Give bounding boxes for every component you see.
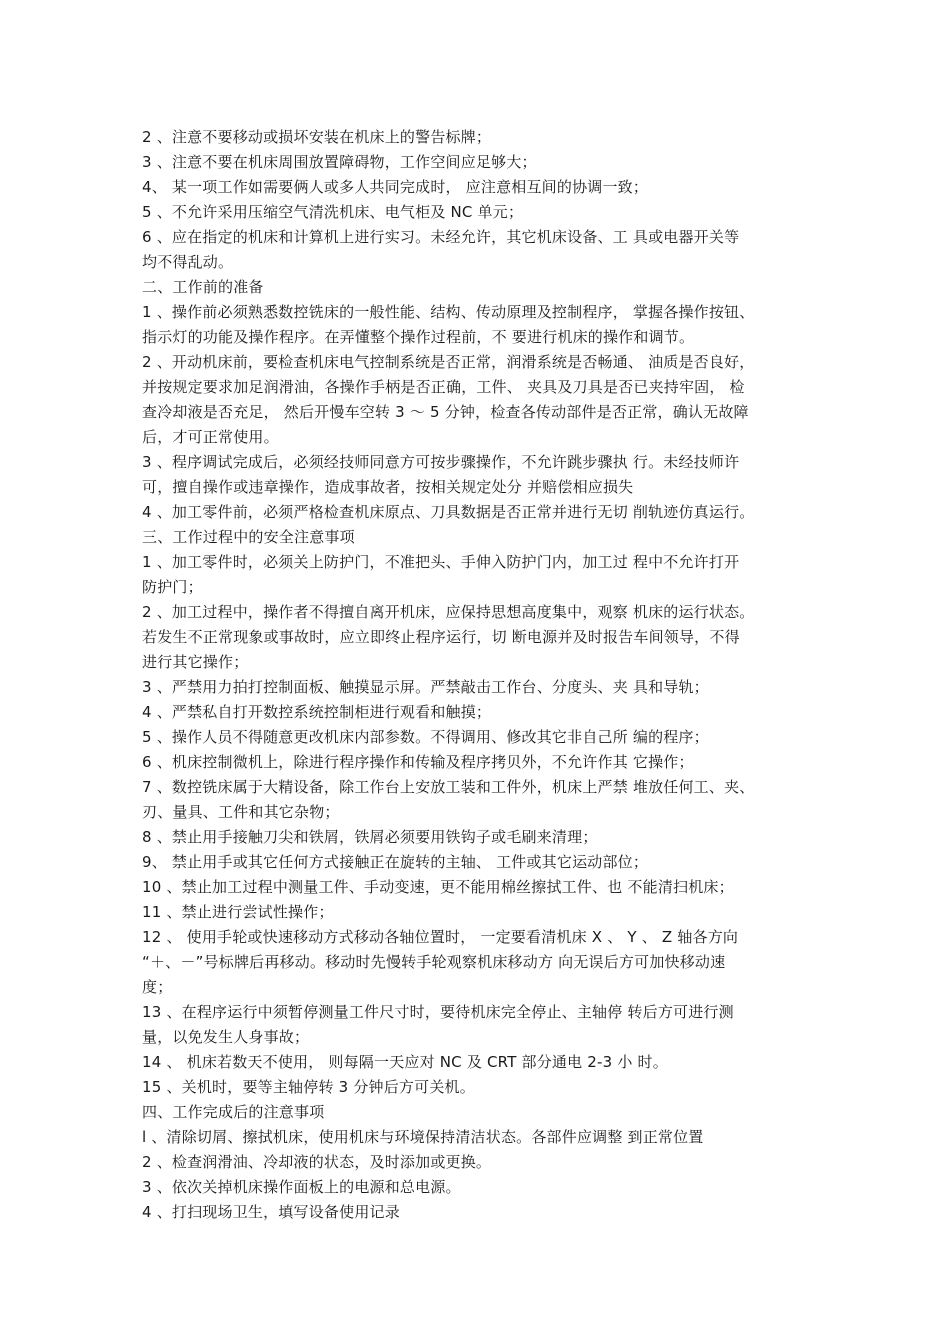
text-line: 11 、禁止进行尝试性操作； bbox=[142, 903, 334, 921]
text-line: “＋、－”号标牌后再移动。移动时先慢转手轮观察机床移动方 向无误后方可加快移动速 bbox=[142, 953, 726, 971]
text-line: 度； bbox=[142, 978, 173, 996]
text-line: 1 、加工零件时，必须关上防护门，不准把头、手伸入防护门内，加工过 程中不允许打开 bbox=[142, 553, 740, 571]
text-line: 防护门； bbox=[142, 578, 203, 596]
text-line: 6 、机床控制微机上，除进行程序操作和传输及程序拷贝外，不允许作其 它操作； bbox=[142, 753, 694, 771]
text-line: 3 、严禁用力拍打控制面板、触摸显示屏。严禁敲击工作台、分度头、夹 具和导轨； bbox=[142, 678, 709, 696]
text-line: 进行其它操作； bbox=[142, 653, 249, 671]
text-line: 9、 禁止用手或其它任何方式接触正在旋转的主轴、 工件或其它运动部位； bbox=[142, 853, 649, 871]
text-line: 2 、检查润滑油、冷却液的状态，及时添加或更换。 bbox=[142, 1153, 492, 1171]
text-line: 均不得乱动。 bbox=[142, 253, 234, 271]
text-line: 15 、关机时，要等主轴停转 3 分钟后方可关机。 bbox=[142, 1078, 475, 1096]
text-line: 13 、在程序运行中须暂停测量工件尺寸时，要待机床完全停止、主轴停 转后方可进行测 bbox=[142, 1003, 734, 1021]
text-line: 1 、操作前必须熟悉数控铣床的一般性能、结构、传动原理及控制程序， 掌握各操作按钮、 bbox=[142, 303, 755, 321]
text-line: 8 、禁止用手接触刀尖和铁屑，铁屑必须要用铁钩子或毛刷来清理； bbox=[142, 828, 598, 846]
text-line: 7 、数控铣床属于大精设备，除工作台上安放工装和工件外，机床上严禁 堆放任何工、夹、 bbox=[142, 778, 755, 796]
text-line: 5 、不允许采用压缩空气清洗机床、电气柜及 NC 单元； bbox=[142, 203, 524, 221]
text-line: 10 、禁止加工过程中测量工件、手动变速，更不能用棉丝擦拭工件、也 不能清扫机床； bbox=[142, 878, 734, 896]
section-heading: 四、工作完成后的注意事项 bbox=[142, 1103, 325, 1121]
text-line: 2 、注意不要移动或损坏安装在机床上的警告标牌； bbox=[142, 128, 492, 146]
text-line: 6 、应在指定的机床和计算机上进行实习。未经允许，其它机床设备、工 具或电器开关等 bbox=[142, 228, 740, 246]
text-line: 12 、 使用手轮或快速移动方式移动各轴位置时， 一定要看清机床 X 、 Y 、 Z 轴各方向 bbox=[142, 928, 739, 946]
document-body bbox=[142, 125, 832, 1225]
text-line: 4 、打扫现场卫生，填写设备使用记录 bbox=[142, 1203, 400, 1221]
text-line: 2 、加工过程中，操作者不得擅自离开机床，应保持思想高度集中，观察 机床的运行状态。 bbox=[142, 603, 755, 621]
text-line: 后，才可正常使用。 bbox=[142, 428, 279, 446]
text-line: 2 、开动机床前，要检查机床电气控制系统是否正常，润滑系统是否畅通、 油质是否良好， bbox=[142, 353, 755, 371]
section-heading: 二、工作前的准备 bbox=[142, 278, 264, 296]
section-heading: 三、工作过程中的安全注意事项 bbox=[142, 528, 355, 546]
text-line: 刃、量具、工件和其它杂物； bbox=[142, 803, 340, 821]
text-line: 查冷却液是否充足， 然后开慢车空转 3 ～ 5 分钟，检查各传动部件是否正常，确认无故障 bbox=[142, 403, 749, 421]
text-line: 量，以免发生人身事故； bbox=[142, 1028, 310, 1046]
text-line: 若发生不正常现象或事故时，应立即终止程序运行，切 断电源并及时报告车间领导，不得 bbox=[142, 628, 740, 646]
text-line: 4 、加工零件前，必须严格检查机床原点、刀具数据是否正常并进行无切 削轨迹仿真运行。 bbox=[142, 503, 755, 521]
text-line: 4、 某一项工作如需要俩人或多人共同完成时， 应注意相互间的协调一致； bbox=[142, 178, 649, 196]
text-line: 可，擅自操作或违章操作，造成事故者，按相关规定处分 并赔偿相应损失 bbox=[142, 478, 634, 496]
text-line: l 、清除切屑、擦拭机床，使用机床与环境保持清洁状态。各部件应调整 到正常位置 bbox=[142, 1128, 704, 1146]
text-line: 4 、严禁私自打开数控系统控制柜进行观看和触摸； bbox=[142, 703, 492, 721]
text-line: 并按规定要求加足润滑油，各操作手柄是否正确，工件、 夹具及刀具是否已夹持牢固， 检 bbox=[142, 378, 745, 396]
text-line: 3 、依次关掉机床操作面板上的电源和总电源。 bbox=[142, 1178, 461, 1196]
text-line: 5 、操作人员不得随意更改机床内部参数。不得调用、修改其它非自己所 编的程序； bbox=[142, 728, 709, 746]
text-line: 3 、注意不要在机床周围放置障碍物，工作空间应足够大； bbox=[142, 153, 537, 171]
text-line: 3 、程序调试完成后，必须经技师同意方可按步骤操作，不允许跳步骤执 行。未经技师许 bbox=[142, 453, 740, 471]
text-line: 指示灯的功能及操作程序。在弄懂整个操作过程前，不 要进行机床的操作和调节。 bbox=[142, 328, 695, 346]
text-line: 14 、 机床若数天不使用， 则每隔一天应对 NC 及 CRT 部分通电 2-3 小 时。 bbox=[142, 1053, 668, 1071]
